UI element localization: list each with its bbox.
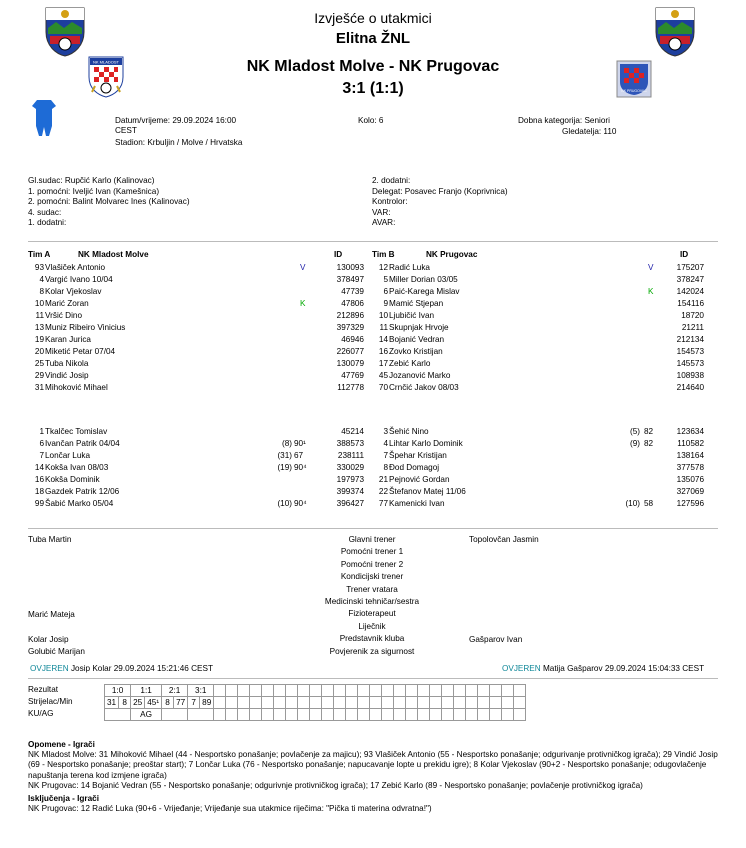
player-name: Vlašiček Antonio	[45, 263, 106, 272]
sub-row	[28, 462, 374, 474]
score-cell: 3:1	[188, 685, 214, 697]
staff-role: Trener vratara	[346, 584, 398, 594]
b-head-coach: Topolovčan Jasmin	[469, 535, 539, 544]
official-line: AVAR:	[372, 218, 396, 228]
player-row	[28, 310, 374, 322]
player-row	[372, 286, 718, 298]
player-number: 77	[378, 499, 388, 508]
sub-row	[28, 486, 374, 498]
player-number: 9	[383, 299, 388, 308]
player-name: Marić Zoran	[45, 299, 89, 308]
player-number: 14	[34, 463, 44, 472]
away-club-badge	[616, 60, 652, 100]
player-id: 396427	[336, 499, 364, 508]
official-line: Gl.sudac: Rupčić Karlo (Kalinovac)	[28, 176, 155, 185]
scorer-cell: 8	[119, 697, 131, 709]
player-number: 31	[34, 383, 44, 392]
staff-role: Povjerenik za sigurnost	[329, 646, 415, 656]
official-line: Delegat: Posavec Franjo (Koprivnica)	[372, 186, 508, 196]
player-number: 16	[34, 475, 44, 484]
player-number: 3	[383, 427, 388, 436]
player-id: 399374	[336, 487, 364, 496]
report-title: Izvješće o utakmici	[314, 10, 432, 26]
player-number: 1	[39, 427, 44, 436]
player-row	[372, 310, 718, 322]
official-line: 1. pomoćni: Iveljić Ivan (Kamešnica)	[28, 186, 160, 196]
player-name: Lihtar Karlo Dominik	[389, 439, 463, 448]
sub-row	[28, 438, 374, 450]
player-row	[372, 262, 718, 274]
player-name: Kamenicki Ivan	[389, 499, 445, 508]
a-physio: Marić Mateja	[28, 610, 75, 619]
official-line: 4. sudac:	[28, 207, 62, 217]
sub-for: (5)	[629, 427, 640, 436]
player-row	[28, 262, 374, 274]
staff-role: Liječnik	[358, 621, 386, 631]
score-row	[105, 685, 526, 697]
player-id: 138164	[676, 451, 704, 460]
player-number: 11	[379, 323, 388, 332]
player-name: Zebić Karlo	[389, 359, 431, 368]
verified-label: OVJEREN	[30, 664, 69, 673]
warnings-title: Opomene - Igrači	[28, 740, 95, 749]
player-name: Pejnović Gordan	[389, 475, 450, 484]
player-name: Kokša Dominik	[45, 475, 100, 484]
staff-role: Pomoćni trener 2	[340, 559, 404, 569]
player-id: 21211	[681, 323, 704, 332]
player-row	[28, 298, 374, 310]
player-id: 212134	[676, 335, 704, 344]
player-number: 18	[34, 487, 44, 496]
ku-row	[105, 709, 526, 721]
player-name: Đod Domagoj	[389, 463, 440, 472]
player-number: 4	[383, 439, 388, 448]
player-id: 142024	[676, 287, 704, 296]
player-number: 10	[34, 299, 44, 308]
a-head-coach: Tuba Martin	[28, 535, 72, 544]
official-line: 1. dodatni:	[28, 218, 67, 228]
player-row	[28, 346, 374, 358]
a-club-rep: Kolar Josip	[28, 635, 69, 644]
player-id: 197973	[336, 475, 364, 484]
scorer-cell: 89	[200, 697, 214, 709]
official-line: 2. dodatni:	[372, 176, 411, 185]
sub-minute: 90⁴	[294, 463, 307, 472]
player-number: 10	[378, 311, 388, 320]
player-number: 99	[34, 499, 44, 508]
age-category: Dobna kategorija: Seniori	[518, 116, 610, 125]
player-name: Miller Dorian 03/05	[389, 275, 458, 284]
staff-role: Glavni trener	[348, 535, 396, 544]
home-club-badge	[88, 56, 124, 100]
sub-for: (19)	[277, 463, 292, 472]
staff-role: Kondicijski trener	[340, 572, 404, 582]
team-a-header	[28, 249, 368, 261]
warnings-away: NK Prugovac: 14 Bojanić Vedran (55 - Nesportsko ponašanje; odgurivnje protivničkog igrača); 17 Zebić Karlo (89 - Nesportsko ponašanje; povlačenje protivničkog igrača)	[28, 780, 643, 790]
player-row	[28, 382, 374, 394]
player-number: 8	[39, 287, 44, 296]
player-id: 45214	[341, 427, 364, 436]
verified-text: Matija Gašparov 29.09.2024 15:04:33 CEST	[542, 664, 705, 673]
player-name: Zovko Kristijan	[389, 347, 443, 356]
player-id: 378247	[676, 275, 704, 284]
player-row	[372, 346, 718, 358]
verification-b	[502, 664, 704, 675]
svg-text:NK PRUGOVAC: NK PRUGOVAC	[621, 89, 647, 93]
player-name: Vršić Dino	[45, 311, 83, 320]
svg-text:NK MLADOST: NK MLADOST	[92, 59, 120, 65]
player-id: 145573	[676, 359, 704, 368]
sub-row	[372, 450, 718, 462]
player-name: Vindić Josip	[45, 371, 89, 380]
player-id: 378497	[336, 275, 364, 284]
officials-left	[28, 176, 190, 229]
scorer-cell: 25	[131, 697, 145, 709]
player-number: 19	[34, 335, 44, 344]
player-number: 45	[378, 371, 388, 380]
divider	[28, 241, 718, 242]
player-id: 226077	[336, 347, 364, 356]
player-name: Kolar Vjekoslav	[45, 287, 102, 296]
player-row	[28, 334, 374, 346]
player-id: 135076	[676, 475, 704, 484]
team-a-label: Tim A	[28, 250, 51, 259]
player-row	[28, 274, 374, 286]
player-name: Gazdek Patrik 12/06	[45, 487, 120, 496]
player-name: Tkalčec Tomislav	[45, 427, 108, 436]
player-number: 5	[383, 275, 388, 284]
score-cell: 2:1	[162, 685, 188, 697]
sub-row	[372, 498, 718, 510]
score-cell: 1:1	[131, 685, 162, 697]
player-name: Paić-Karega Mislav	[389, 287, 460, 296]
player-id: 47739	[341, 287, 364, 296]
player-id: 130093	[336, 263, 364, 272]
sub-for: (10)	[277, 499, 292, 508]
divider	[28, 678, 718, 679]
player-name: Mamić Stjepan	[389, 299, 444, 308]
sub-row	[372, 462, 718, 474]
team-a-id-label: ID	[334, 250, 343, 259]
sub-minute: 90¹	[294, 439, 306, 448]
match-datetime: Datum/vrijeme: 29.09.2024 16:00	[115, 116, 237, 125]
player-id: 327069	[676, 487, 704, 496]
player-name: Karan Jurica	[45, 335, 91, 344]
player-number: 6	[383, 287, 388, 296]
official-line: 2. pomoćni: Balint Molvarec Ines (Kalinovac)	[28, 197, 190, 207]
score-cell: 1:0	[105, 685, 131, 697]
league-name: Elitna ŽNL	[335, 30, 411, 47]
player-id: 123634	[676, 427, 704, 436]
verified-text: Josip Kolar 29.09.2024 15:21:46 CEST	[70, 664, 213, 673]
sub-for: (10)	[625, 499, 640, 508]
player-id: 47806	[341, 299, 364, 308]
player-id: 238111	[337, 451, 364, 460]
divider	[28, 528, 718, 529]
player-id: 330029	[336, 463, 364, 472]
a-security: Golubić Marijan	[28, 647, 85, 656]
player-id: 108938	[676, 371, 704, 380]
player-row	[372, 274, 718, 286]
player-id: 388573	[336, 439, 364, 448]
player-id: 154116	[677, 299, 704, 308]
spectators: Gledatelja: 110	[562, 127, 617, 136]
player-name: Kokša Ivan 08/03	[45, 463, 109, 472]
player-name: Vargić Ivano 10/04	[45, 275, 113, 284]
sub-minute: 82	[644, 439, 654, 448]
match-title: NK Mladost Molve - NK Prugovac	[246, 58, 500, 75]
expulsions-text: NK Prugovac: 12 Radić Luka (90+6 - Vrijeđanje; Vrijeđanje sua utakmice riječima: "Pička ti materina odvratna!")	[28, 804, 432, 814]
sub-for: (9)	[629, 439, 640, 448]
sub-for: (8)	[281, 439, 292, 448]
player-number: 17	[378, 359, 388, 368]
staff-role: Fizioterapeut	[348, 609, 396, 619]
player-id: 175207	[676, 263, 704, 272]
scorer-cell: 31	[105, 697, 119, 709]
official-line: VAR:	[372, 207, 391, 217]
staff-role: Medicinski tehničar/sestra	[324, 597, 420, 606]
player-number: 20	[34, 347, 44, 356]
sub-minute: 82	[644, 427, 654, 436]
player-name: Tuba Nikola	[45, 359, 89, 368]
staff-role: Predstavnik kluba	[339, 634, 405, 644]
warnings-home: NK Mladost Molve: 31 Mihoković Mihael (44 - Nesportsko ponašanje; povlačenje za majicu); 93 Vlašiček Antonio (55 - Nesportsko ponašanje; odgurivanje protivničkog igrača); 29 Vindić Josip (69 - Nesportsko ponašanje; preoštar start); 7 Lončar Luka (76 - Nesportsko ponašanje; napucavanje lopte u prekidu igre); 8 Kolar Vjekoslav (90+2 - Nesportsko ponašanje; odugovlačenje napuštanja terena kod izmjene igrača)	[28, 750, 718, 780]
player-name: Lončar Luka	[45, 451, 91, 460]
player-number: 21	[378, 475, 388, 484]
player-id: 127596	[676, 499, 704, 508]
player-id: 377578	[676, 463, 704, 472]
player-name: Radić Luka	[389, 263, 430, 272]
player-name: Ljubičić Ivan	[389, 311, 435, 320]
player-id: 47769	[341, 371, 364, 380]
sub-row	[28, 426, 374, 438]
scorer-cell: 77	[174, 697, 188, 709]
player-number: 7	[383, 451, 388, 460]
scorer-label: Strijelac/Min	[28, 697, 73, 706]
match-score: 3:1 (1:1)	[342, 80, 404, 97]
player-number: 16	[378, 347, 388, 356]
sub-minute: 90⁴	[294, 499, 307, 508]
player-name: Špehar Kristijan	[389, 451, 447, 460]
player-id: 130079	[336, 359, 364, 368]
ku-cell: AG	[131, 709, 162, 721]
player-number: 11	[35, 311, 44, 320]
player-number: 29	[34, 371, 44, 380]
verification-a	[30, 664, 213, 675]
sub-row	[28, 498, 374, 510]
timezone: CEST	[115, 126, 137, 135]
player-number: 14	[378, 335, 388, 344]
player-number: 70	[378, 383, 388, 392]
player-name: Mihoković Mihael	[45, 383, 108, 392]
player-number: 22	[378, 487, 388, 496]
player-name: Jozanović Marko	[389, 371, 451, 380]
player-name: Skupnjak Hrvoje	[389, 323, 449, 332]
officials-right	[372, 176, 508, 229]
sub-row	[372, 486, 718, 498]
jersey-icon	[32, 98, 56, 140]
ku-label: KU/AG	[28, 709, 54, 718]
expulsions-title: Isključenja - Igrači	[28, 794, 99, 804]
player-name: Šehić Nino	[389, 427, 429, 436]
official-line: Kontrolor:	[372, 197, 408, 207]
team-b-id-label: ID	[680, 250, 689, 259]
team-b-name: NK Prugovac	[426, 250, 478, 259]
player-row	[372, 382, 718, 394]
player-role-mark: K	[648, 287, 654, 296]
round: Kolo: 6	[358, 116, 384, 125]
team-b-label: Tim B	[372, 250, 395, 259]
player-id: 112778	[337, 383, 364, 392]
player-id: 154573	[676, 347, 704, 356]
player-row	[372, 298, 718, 310]
sub-row	[28, 450, 374, 462]
scorer-cell: 7	[188, 697, 200, 709]
player-id: 110582	[677, 439, 704, 448]
player-name: Miketić Petar 07/04	[45, 347, 116, 356]
player-name: Štefanov Matej 11/06	[389, 487, 466, 496]
staff-role: Pomoćni trener 1	[340, 547, 404, 557]
warnings-section	[28, 740, 718, 814]
player-id: 18720	[681, 311, 704, 320]
player-row	[28, 370, 374, 382]
sub-row	[372, 474, 718, 486]
player-id: 212896	[336, 311, 364, 320]
player-name: Muniz Ribeiro Vinicius	[45, 323, 126, 332]
team-b-header	[372, 249, 718, 261]
result-label: Rezultat	[28, 685, 59, 694]
player-id: 397329	[336, 323, 364, 332]
player-row	[28, 358, 374, 370]
player-row	[372, 358, 718, 370]
player-row	[372, 334, 718, 346]
b-club-rep: Gašparov Ivan	[469, 635, 523, 644]
player-row	[372, 322, 718, 334]
scorer-cell: 45¹	[145, 697, 162, 709]
sub-minute: 58	[644, 499, 654, 508]
player-number: 93	[34, 263, 44, 272]
player-id: 214640	[676, 383, 704, 392]
sub-row	[28, 474, 374, 486]
player-role-mark: K	[300, 299, 306, 308]
scorer-row	[105, 697, 526, 709]
player-number: 4	[39, 275, 44, 284]
player-number: 13	[34, 323, 44, 332]
player-row	[28, 286, 374, 298]
sub-row	[372, 438, 718, 450]
scorer-cell: 8	[162, 697, 174, 709]
player-row	[28, 322, 374, 334]
player-number: 6	[39, 439, 44, 448]
sub-minute: 67	[294, 451, 304, 460]
sub-for: (31)	[277, 451, 292, 460]
player-number: 7	[39, 451, 44, 460]
results-table	[104, 684, 526, 721]
verified-label: OVJEREN	[502, 664, 541, 673]
player-row	[372, 370, 718, 382]
sub-row	[372, 426, 718, 438]
player-name: Crnčić Jakov 08/03	[389, 383, 459, 392]
player-number: 25	[34, 359, 44, 368]
player-id: 46946	[341, 335, 364, 344]
player-name: Bojanić Vedran	[389, 335, 445, 344]
stadium: Stadion: Krbuljin / Molve / Hrvatska	[115, 138, 243, 147]
player-name: Ivančan Patrik 04/04	[45, 439, 120, 448]
player-role-mark: V	[648, 263, 654, 272]
team-a-name: NK Mladost Molve	[78, 250, 149, 259]
player-name: Šabić Marko 05/04	[45, 499, 114, 508]
player-number: 12	[378, 263, 388, 272]
player-number: 8	[383, 463, 388, 472]
player-role-mark: V	[300, 263, 306, 272]
